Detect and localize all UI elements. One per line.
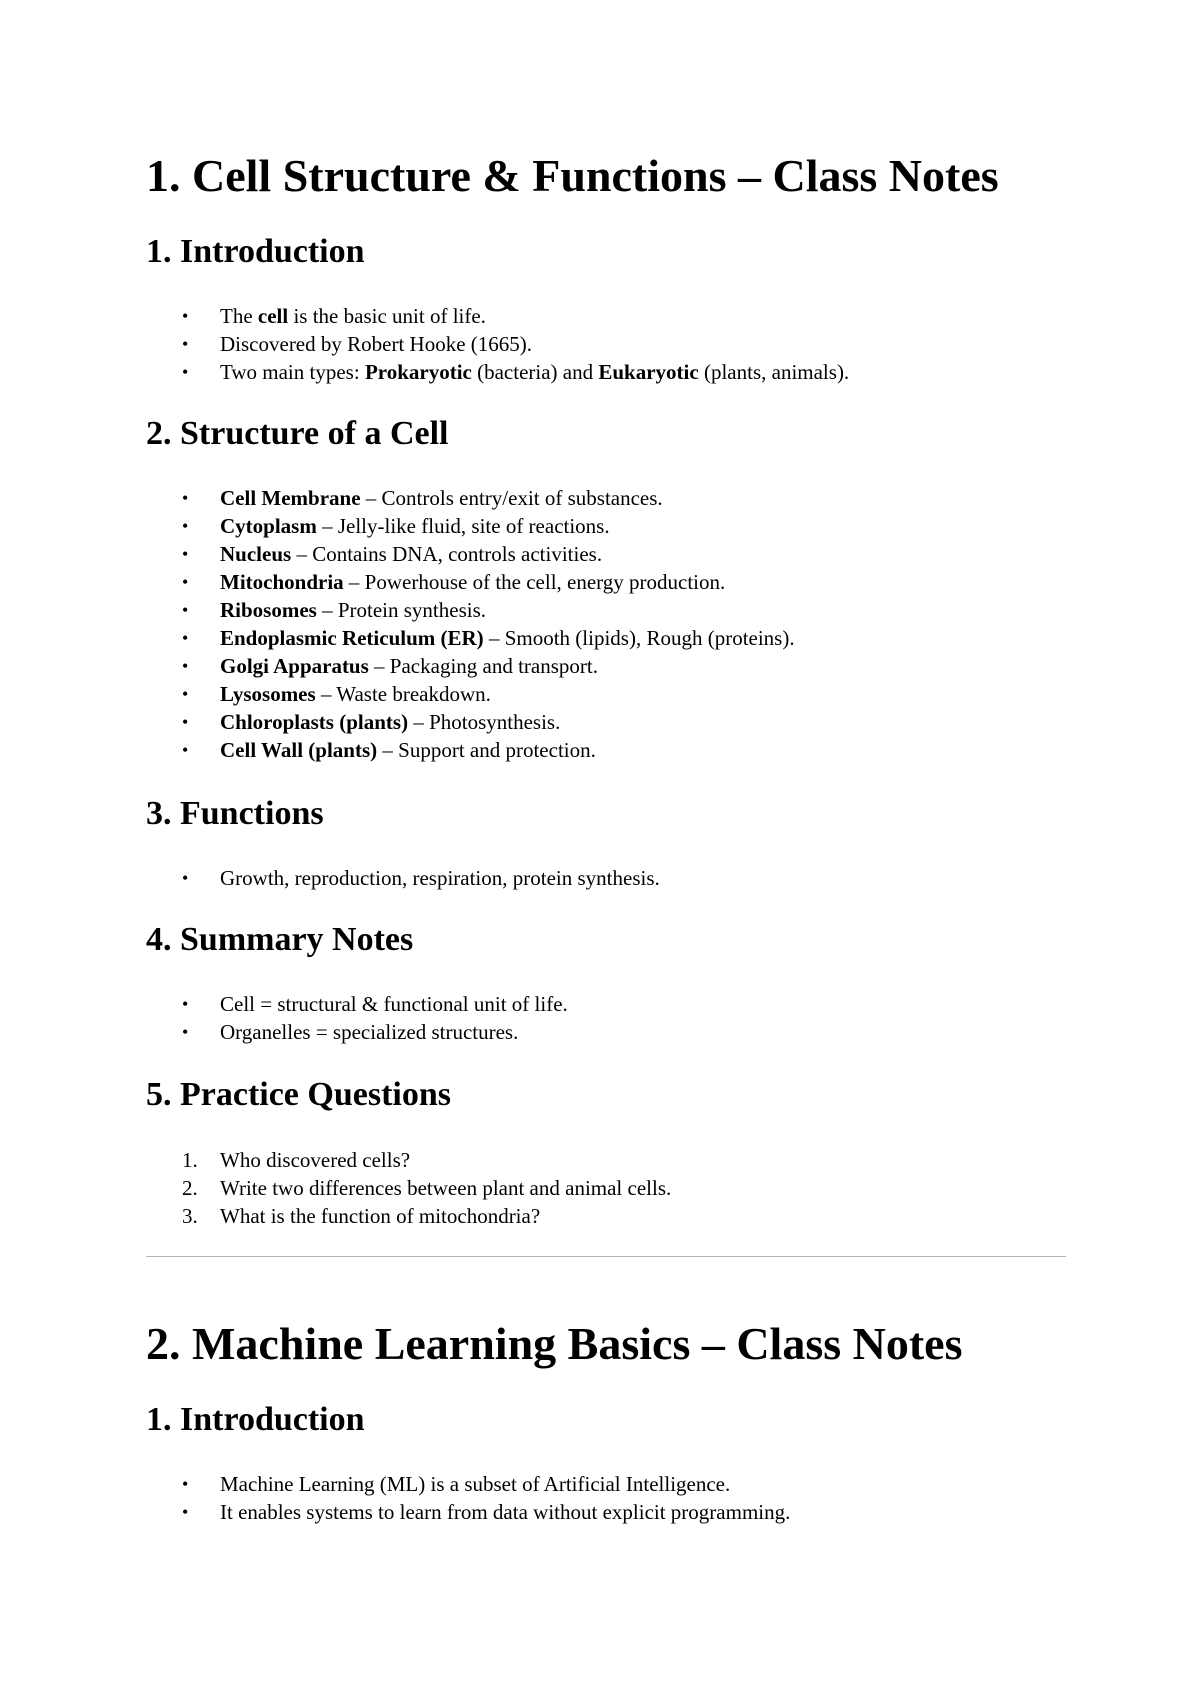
question-item [146, 1174, 671, 1202]
item-text: – Waste breakdown. [315, 682, 491, 706]
doc1-section-5-list [146, 1146, 671, 1230]
list-item [146, 708, 795, 736]
doc2-section-1-heading: 1. Introduction [146, 1401, 365, 1438]
item-text: – Support and protection. [377, 738, 596, 762]
list-item [146, 484, 795, 512]
doc1-section-1-heading: 1. Introduction [146, 233, 365, 270]
bold-term: cell [257, 304, 289, 328]
list-item [146, 568, 795, 596]
bullet-icon: • [182, 1474, 189, 1494]
bullet-icon: • [182, 740, 189, 760]
bullet-icon: • [182, 656, 189, 676]
item-text: – Photosynthesis. [408, 710, 561, 734]
section-divider [146, 1256, 1066, 1257]
doc2-section-1-list [146, 1470, 790, 1526]
item-text: – Powerhouse of the cell, energy production. [343, 570, 726, 594]
item-text: – Packaging and transport. [368, 654, 598, 678]
bullet-icon: • [182, 544, 189, 564]
doc1-section-5-heading: 5. Practice Questions [146, 1076, 451, 1113]
item-text: Growth, reproduction, respiration, protein synthesis. [220, 866, 660, 890]
bullet-icon: • [182, 306, 189, 326]
bullet-icon: • [182, 572, 189, 592]
list-item [146, 624, 795, 652]
list-number: 2. [182, 1176, 198, 1200]
bullet-icon: • [182, 868, 189, 888]
bold-term: Nucleus [220, 542, 292, 566]
bullet-icon: • [182, 600, 189, 620]
list-item [146, 330, 849, 358]
doc1-section-3-list [146, 864, 660, 892]
bold-term: Ribosomes [220, 598, 317, 622]
list-item [146, 680, 795, 708]
doc1-section-4-list [146, 990, 568, 1046]
item-text: – Jelly-like fluid, site of reactions. [316, 514, 610, 538]
bullet-icon: • [182, 1022, 189, 1042]
doc1-section-1-list [146, 302, 849, 386]
item-text: The [220, 304, 258, 328]
item-text: Who discovered cells? [220, 1148, 411, 1172]
item-text: Cell = structural & functional unit of life. [220, 992, 568, 1016]
item-text: Discovered by Robert Hooke (1665). [220, 332, 533, 356]
bullet-icon: • [182, 1502, 189, 1522]
list-item [146, 864, 660, 892]
item-text: – Controls entry/exit of substances. [360, 486, 663, 510]
list-number: 1. [182, 1148, 198, 1172]
list-item [146, 596, 795, 624]
list-number: 3. [182, 1204, 198, 1228]
list-item [146, 358, 849, 386]
bullet-icon: • [182, 362, 189, 382]
list-item [146, 652, 795, 680]
bold-term: Lysosomes [220, 682, 316, 706]
item-text: What is the function of mitochondria? [220, 1204, 541, 1228]
bold-term: Endoplasmic Reticulum (ER) [220, 626, 484, 650]
bullet-icon: • [182, 516, 189, 536]
list-item [146, 1498, 790, 1526]
doc1-section-4-heading: 4. Summary Notes [146, 921, 414, 958]
bold-term: Cell Wall (plants) [220, 738, 378, 762]
list-item [146, 1470, 790, 1498]
doc1-title: 1. Cell Structure & Functions – Class Notes [146, 150, 999, 201]
question-item [146, 1146, 671, 1174]
bullet-icon: • [182, 488, 189, 508]
bold-term: Eukaryotic [598, 360, 699, 384]
list-item [146, 736, 795, 764]
item-text: Organelles = specialized structures. [220, 1020, 519, 1044]
bullet-icon: • [182, 334, 189, 354]
list-item [146, 302, 849, 330]
item-text: (bacteria) and [471, 360, 599, 384]
doc2-title: 2. Machine Learning Basics – Class Notes [146, 1318, 963, 1369]
item-text: – Protein synthesis. [316, 598, 487, 622]
item-text: Two main types: [220, 360, 365, 384]
item-text: – Contains DNA, controls activities. [291, 542, 603, 566]
item-text: It enables systems to learn from data without explicit programming. [220, 1500, 791, 1524]
question-item [146, 1202, 671, 1230]
item-text: is the basic unit of life. [288, 304, 486, 328]
bold-term: Prokaryotic [364, 360, 472, 384]
bullet-icon: • [182, 628, 189, 648]
doc1-section-2-list [146, 484, 795, 764]
bullet-icon: • [182, 712, 189, 732]
list-item [146, 540, 795, 568]
bold-term: Chloroplasts (plants) [220, 710, 409, 734]
item-text: Write two differences between plant and animal cells. [220, 1176, 672, 1200]
list-item [146, 512, 795, 540]
bold-term: Cell Membrane [220, 486, 361, 510]
doc1-section-2-heading: 2. Structure of a Cell [146, 415, 449, 452]
bold-term: Mitochondria [220, 570, 344, 594]
bold-term: Golgi Apparatus [220, 654, 369, 678]
bullet-icon: • [182, 684, 189, 704]
item-text: Machine Learning (ML) is a subset of Artificial Intelligence. [220, 1472, 731, 1496]
bullet-icon: • [182, 994, 189, 1014]
doc1-section-3-heading: 3. Functions [146, 795, 324, 832]
item-text: – Smooth (lipids), Rough (proteins). [483, 626, 795, 650]
item-text: (plants, animals). [698, 360, 850, 384]
bold-term: Cytoplasm [220, 514, 317, 538]
list-item [146, 990, 568, 1018]
list-item [146, 1018, 568, 1046]
